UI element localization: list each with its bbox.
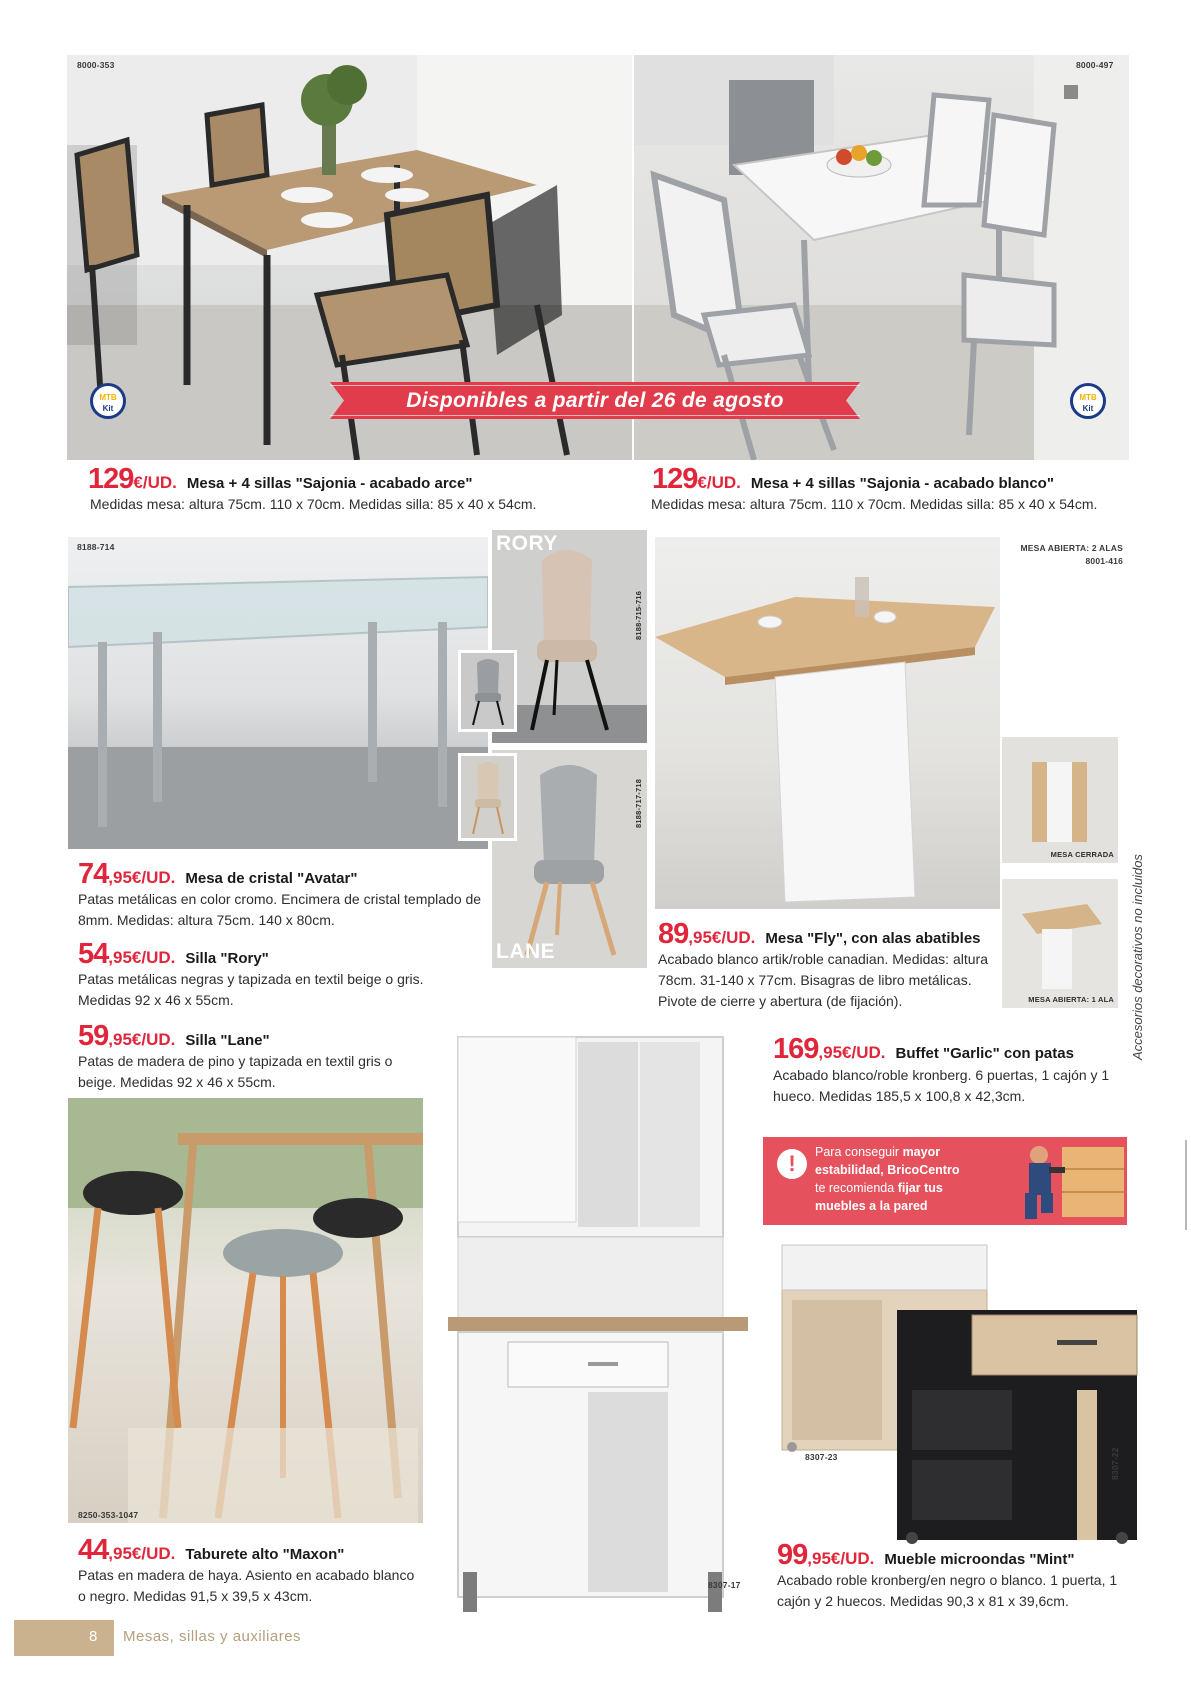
product-name: Mesa + 4 sillas "Sajonia - acabado arce"	[186, 475, 473, 492]
notice-line-1a: Para conseguir	[815, 1145, 903, 1159]
product-name: Silla "Rory"	[185, 950, 269, 967]
price-cents: ,95	[108, 948, 132, 967]
desc-sajonia-arce: Medidas mesa: altura 75cm. 110 x 70cm. Medidas silla: 85 x 40 x 54cm.	[90, 496, 537, 512]
desc-garlic: Acabado blanco/roble kronberg. 6 puertas, 1 cajón y 1 hueco. Medidas 185,5 x 100,8 x 42,3cm.	[773, 1067, 1110, 1104]
fly-table-illustration	[655, 537, 1000, 909]
kit-badge-right-icon	[1070, 383, 1106, 419]
product-name: Mueble microondas "Mint"	[884, 1551, 1075, 1568]
notice-text	[815, 1143, 1005, 1215]
fly-open1-mini-icon	[1002, 879, 1118, 1008]
availability-banner	[330, 382, 860, 419]
ref-lane: 8188-717-718	[634, 778, 643, 828]
desc-rory: Patas metálicas negras y tapizada en textil beige o gris. Medidas 92 x 46 x 55cm.	[78, 971, 424, 1008]
photo-fly-open1	[1000, 877, 1120, 1010]
ref-sajonia-arce: 8000-353	[77, 60, 115, 70]
desc-avatar: Patas metálicas en color cromo. Encimera de cristal templado de 8mm. Medidas: altura 75cm. 140 x 80cm.	[78, 891, 482, 928]
price-avatar	[78, 860, 357, 889]
price-maxon	[78, 1536, 344, 1565]
price-integer: 89	[658, 918, 689, 950]
notice-line-1	[815, 1143, 1005, 1161]
desc-sajonia-blanco: Medidas mesa: altura 75cm. 110 x 70cm. Medidas silla: 85 x 40 x 54cm.	[651, 496, 1098, 512]
price-integer: 129	[652, 463, 698, 495]
price-sajonia-arce	[88, 465, 472, 494]
ref-garlic: 8307-17	[708, 1580, 741, 1590]
price-integer: 44	[78, 1534, 109, 1566]
ref-maxon: 8250-353-1047	[78, 1510, 139, 1520]
product-name: Silla "Lane"	[185, 1032, 270, 1049]
buffet-illustration	[438, 1032, 763, 1622]
price-cents: ,95	[807, 1549, 831, 1568]
photo-mint-cabinets	[777, 1240, 1149, 1545]
photo-lane-beige-swatch	[458, 753, 517, 841]
price-unit: €/UD.	[842, 1043, 886, 1062]
fly-closed-label: MESA CERRADA	[1050, 850, 1114, 859]
price-garlic	[773, 1035, 1074, 1064]
ref-mint-a: 8307-23	[805, 1452, 838, 1462]
price-cents: ,95	[818, 1043, 843, 1062]
lane-beige-mini-icon	[461, 756, 514, 838]
notice-line-2: estabilidad, BricoCentro	[815, 1163, 960, 1177]
price-integer: 169	[773, 1033, 819, 1065]
price-unit: €/UD.	[697, 473, 741, 492]
photo-garlic-buffet	[438, 1032, 763, 1622]
price-mint	[777, 1541, 1074, 1570]
kit-badge-bottom: Kit	[102, 404, 114, 413]
price-unit: €/UD.	[131, 1030, 176, 1049]
photo-fly-closed	[1000, 735, 1120, 865]
product-name: Buffet "Garlic" con patas	[895, 1045, 1074, 1062]
kit-badge-bottom: Kit	[1082, 404, 1094, 413]
product-name: Mesa "Fly", con alas abatibles	[765, 930, 981, 947]
fly-open1-label: MESA ABIERTA: 1 ALA	[1028, 995, 1114, 1004]
kit-badge-top: MTB	[1079, 393, 1097, 402]
mint-cabinets-illustration	[777, 1240, 1149, 1545]
side-note-accessories: Accesorios decorativos no incluidos	[1130, 854, 1145, 1060]
notice-line-3b: fijar tus	[897, 1181, 943, 1195]
product-name: Mesa de cristal "Avatar"	[185, 870, 358, 887]
price-unit: €/UD.	[131, 948, 176, 967]
price-fly	[658, 920, 981, 949]
price-unit: €/UD.	[133, 473, 177, 492]
desc-lane: Patas de madera de pino y tapizada en textil gris o beige. Medidas 92 x 46 x 55cm.	[78, 1053, 393, 1090]
ref-rory: 8188-715-716	[634, 590, 643, 640]
price-integer: 99	[777, 1539, 808, 1571]
glass-table-illustration	[68, 537, 488, 849]
banner-text: Disponibles a partir del 26 de agosto	[406, 389, 784, 412]
price-integer: 59	[78, 1020, 109, 1052]
price-integer: 129	[88, 463, 134, 495]
desc-mint: Acabado roble kronberg/en negro o blanco. 1 puerta, 1 cajón y 2 huecos. Medidas 90,3 x 81 x 39,6cm.	[777, 1572, 1118, 1609]
price-unit: €/UD.	[131, 1544, 176, 1563]
kit-badge-top: MTB	[99, 393, 117, 402]
worker-drilling-icon	[1007, 1137, 1127, 1225]
price-integer: 74	[78, 858, 109, 890]
price-cents: ,95	[108, 1030, 132, 1049]
notice-line-4: muebles a la pared	[815, 1199, 928, 1213]
fly-closed-mini-icon	[1002, 737, 1118, 863]
photo-rory-grey-swatch	[458, 650, 517, 732]
stools-illustration	[68, 1098, 423, 1523]
notice-line-1b: mayor	[902, 1145, 941, 1159]
price-cents: ,95	[108, 1544, 132, 1563]
price-cents: ,95	[688, 928, 712, 947]
price-integer: 54	[78, 938, 109, 970]
price-cents: ,95	[108, 868, 132, 887]
footer-section-title: Mesas, sillas y auxiliares	[123, 1628, 302, 1645]
desc-fly: Acabado blanco artik/roble canadian. Medidas: altura 78cm. 31-140 x 77cm. Bisagras de libro metálicas. Pivote de cierre y abertura (de fijación).	[658, 951, 988, 1009]
desc-maxon: Patas en madera de haya. Asiento en acabado blanco o negro. Medidas 91,5 x 39,5 x 43cm.	[78, 1567, 415, 1604]
footer-page-number: 8	[89, 1628, 98, 1645]
footer-page-block	[14, 1620, 114, 1656]
ref-avatar: 8188-714	[77, 542, 115, 552]
price-lane	[78, 1022, 270, 1051]
rory-label: RORY	[496, 532, 558, 555]
product-name: Taburete alto "Maxon"	[185, 1546, 345, 1563]
lane-label: LANE	[496, 940, 556, 963]
price-unit: €/UD.	[131, 868, 176, 887]
kit-badge-left-icon	[90, 383, 126, 419]
rory-grey-mini-icon	[461, 653, 514, 729]
price-unit: €/UD.	[830, 1549, 875, 1568]
warning-icon: !	[777, 1149, 807, 1179]
notice-line-3a: te recomienda	[815, 1181, 898, 1195]
price-rory	[78, 940, 269, 969]
product-name: Mesa + 4 sillas "Sajonia - acabado blanco"	[750, 475, 1054, 492]
photo-maxon-stools	[68, 1098, 423, 1523]
ref-fly-line2: 8001-416	[1085, 556, 1123, 566]
photo-fly-table	[655, 537, 1000, 909]
photo-avatar-table	[68, 537, 488, 849]
price-sajonia-blanco	[652, 465, 1054, 494]
notice-line-3	[815, 1179, 1005, 1197]
ref-sajonia-blanco: 8000-497	[1076, 60, 1114, 70]
ref-mint-b: 8307-22	[1110, 1447, 1120, 1480]
price-unit: €/UD.	[711, 928, 756, 947]
ref-fly-line1: MESA ABIERTA: 2 ALAS	[1020, 543, 1123, 553]
side-divider	[1185, 1140, 1187, 1230]
fixing-notice	[763, 1137, 1127, 1225]
